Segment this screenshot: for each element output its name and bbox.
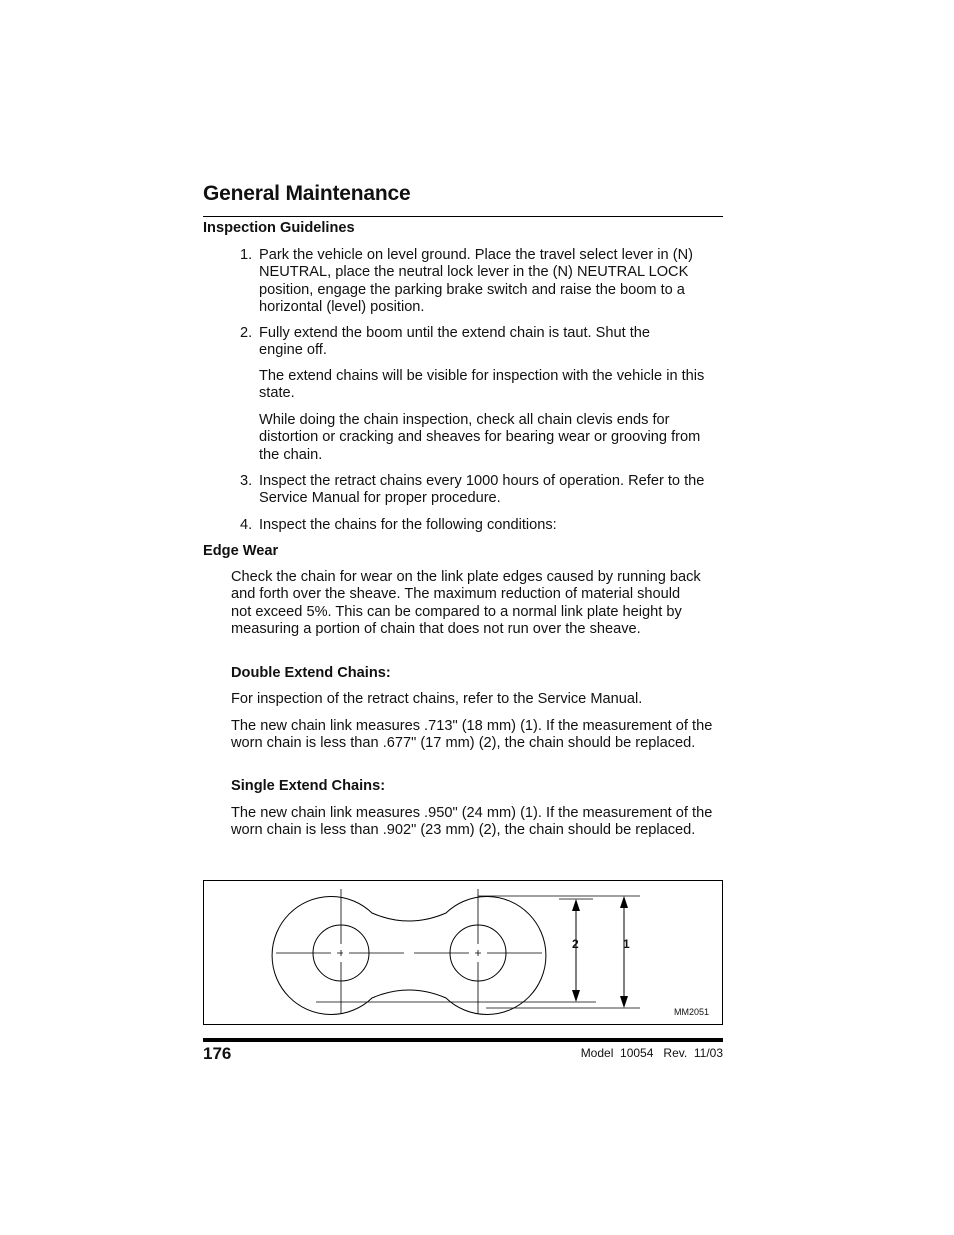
- step-2-note-1: The extend chains will be visible for inspection with the vehicle in this state.: [259, 368, 705, 402]
- step-1-number: 1.: [240, 247, 253, 263]
- worn-arrow-bottom: [572, 990, 580, 1002]
- new-arrow-bottom: [620, 996, 628, 1008]
- double-extend-p1: For inspection of the retract chains, refer to the Service Manual.: [231, 691, 643, 707]
- worn-arrow-top: [572, 899, 580, 911]
- step-4-text: Inspect the chains for the following conditions:: [259, 517, 557, 533]
- single-extend-heading: Single Extend Chains:: [231, 778, 386, 794]
- chain-link-drawing: [204, 881, 722, 1024]
- step-3-text: Inspect the retract chains every 1000 hours of operation. Refer to the Service Manual for proper procedure.: [259, 473, 705, 507]
- new-measurement-label: 1: [623, 937, 630, 951]
- worn-measurement-label: 2: [572, 937, 579, 951]
- page-number: 176: [203, 1044, 232, 1063]
- title-divider: [203, 216, 723, 217]
- figure-code: MM2051: [674, 1007, 710, 1017]
- step-2-number: 2.: [240, 325, 253, 341]
- step-3-number: 3.: [240, 473, 253, 489]
- model-revision: Model 10054 Rev. 11/03: [580, 1046, 723, 1060]
- step-1-text: Park the vehicle on level ground. Place the travel select lever in (N) NEUTRAL, place the neutral lock lever in the (N) NEUTRAL LOCK position, engage the parking brake switch and raise the boom to a horizontal (level) position.: [259, 247, 693, 316]
- step-4-number: 4.: [240, 517, 253, 533]
- edge-wear-heading: Edge Wear: [203, 543, 279, 559]
- new-arrow-top: [620, 896, 628, 908]
- edge-wear-text: Check the chain for wear on the link plate edges caused by running back and forth over the sheave. The maximum reduction of material should not exceed 5%. This can be compared to a normal link plate height by measuring a portion of chain that does not run over the sheave.: [231, 569, 701, 638]
- chain-link-figure: [203, 880, 723, 1025]
- double-extend-p2: The new chain link measures .713" (18 mm) (1). If the measurement of the worn chain is less than .677" (17 mm) (2), the chain should be replaced.: [231, 718, 713, 752]
- footer-divider: [203, 1038, 723, 1042]
- page-title: General Maintenance: [203, 182, 411, 205]
- double-extend-heading: Double Extend Chains:: [231, 665, 391, 681]
- inspection-heading: Inspection Guidelines: [203, 220, 355, 236]
- single-extend-p1: The new chain link measures .950" (24 mm) (1). If the measurement of the worn chain is less than .902" (23 mm) (2), the chain should be replaced.: [231, 805, 713, 839]
- step-2-text: Fully extend the boom until the extend chain is taut. Shut the engine off.: [259, 325, 651, 359]
- step-2-note-2: While doing the chain inspection, check all chain clevis ends for distortion or cracking and sheaves for bearing wear or grooving from the chain.: [259, 412, 701, 463]
